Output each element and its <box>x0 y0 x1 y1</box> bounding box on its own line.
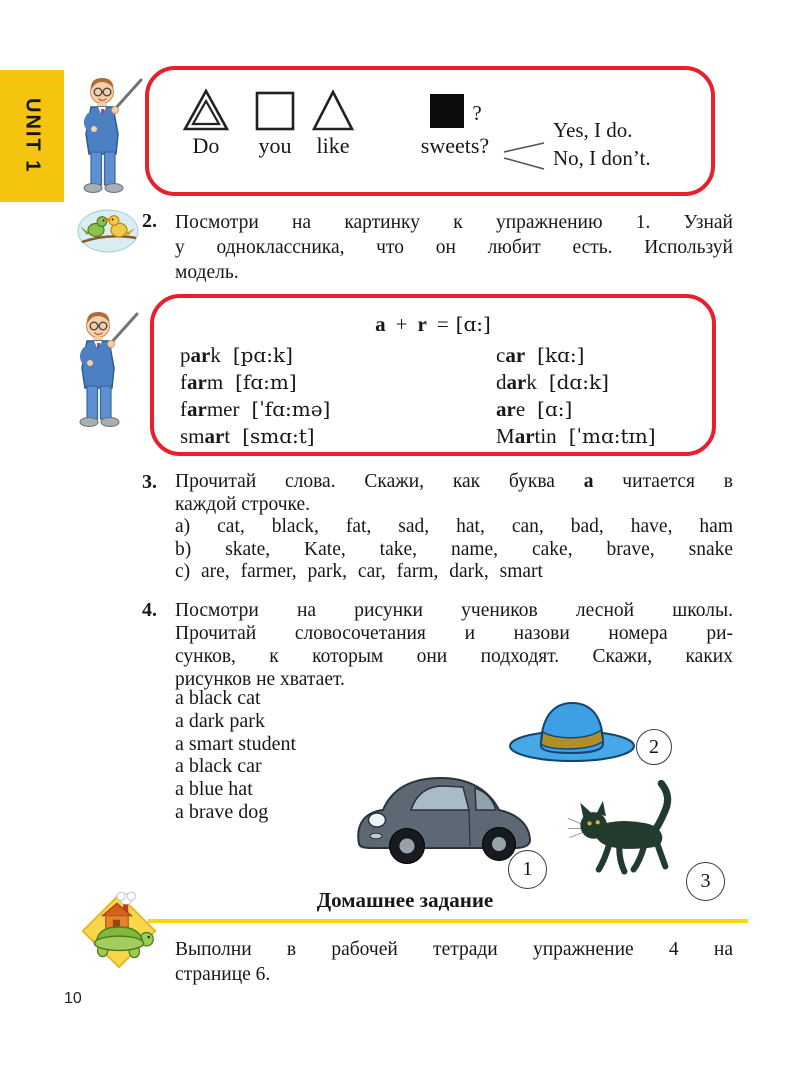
phrase: a blue hat <box>175 778 253 801</box>
word-list-b: b) skate, Kate, take, name, cake, brave, snake <box>175 538 734 560</box>
picture-number-1: 1 <box>508 850 547 889</box>
exercise2-text <box>175 210 733 285</box>
text-line: Выполни в рабочей тетради упражнение 4 на <box>175 939 733 960</box>
text-line: у одноклассника, что он любит есть. Используй <box>175 237 733 258</box>
picture-number-3: 3 <box>686 862 725 901</box>
text-line: странице 6. <box>175 963 271 985</box>
teacher-pointer-icon <box>62 306 142 431</box>
word-row: are [ɑ:] <box>496 397 573 421</box>
phrase: a black cat <box>175 687 261 709</box>
homework-text <box>175 938 733 987</box>
phrase: a dark park <box>175 709 265 732</box>
word-list-c: c) are, farmer, park, car, farm, dark, smart <box>175 561 543 582</box>
word-row: farm [fɑ:m] <box>180 370 297 394</box>
text-line: модель. <box>175 262 239 283</box>
word-row: Martin [ˈmɑ:tɪn] <box>496 424 656 448</box>
square-icon <box>245 86 305 132</box>
exercise4-text <box>175 599 733 691</box>
word-list-a: a) cat, black, fat, sad, hat, can, bad, have, ham <box>175 516 734 537</box>
answer-no: No, I don’t. <box>553 146 651 170</box>
phrase-list <box>175 687 296 824</box>
model-item-sweets <box>399 86 511 158</box>
exercise2-number: 2. <box>142 210 157 232</box>
answer-yes: Yes, I do. <box>553 118 633 142</box>
text-line: Прочитай словосочетания и назови номера ри- <box>175 623 733 644</box>
word-row: park [pɑ:k] <box>180 343 293 367</box>
word-column-left <box>180 342 330 450</box>
model-item-do <box>175 86 237 158</box>
text-line: рисунков не хватает. <box>175 669 345 690</box>
model-word: sweets? <box>420 133 490 158</box>
model-word: you <box>258 133 292 158</box>
word-row: dark [dɑ:k] <box>496 370 609 394</box>
homework-title: Домашнее задание <box>316 888 494 912</box>
teacher-pointer-icon <box>66 72 146 197</box>
model-word: Do <box>192 133 220 158</box>
sound-rule-box <box>150 294 716 456</box>
picture-number-2: 2 <box>636 729 672 765</box>
model-item-you <box>245 86 305 158</box>
exercise4-number: 4. <box>142 599 157 621</box>
exercise3-text <box>175 471 733 584</box>
phrase: a brave dog <box>175 800 269 823</box>
word-row: smart [smɑ:t] <box>180 424 315 448</box>
page-number: 10 <box>64 990 82 1007</box>
nested-triangle-icon <box>175 86 237 132</box>
model-item-like <box>303 86 363 158</box>
word-column-right <box>496 342 656 450</box>
text-line: Посмотри на рисунки учеников лесной школы. <box>175 600 733 621</box>
word-row: car [kɑ:] <box>496 343 585 367</box>
unit-tab <box>0 70 64 202</box>
text-line: Прочитай слова. Скажи, как буква a читается в <box>175 471 733 492</box>
phrase: a black car <box>175 755 262 778</box>
text-line: каждой строчке. <box>175 493 311 515</box>
question-mark: ? <box>472 101 482 125</box>
phrase: a smart student <box>175 732 297 755</box>
model-word: like <box>316 133 350 158</box>
exercise3-number: 3. <box>142 471 157 493</box>
branch-lines-icon <box>501 138 547 179</box>
sound-rule: a + r = [ɑ:] <box>375 312 491 336</box>
unit-tab-label: UNIT 1 <box>21 98 44 174</box>
text-line: Посмотри на картинку к упражнению 1. Узнай <box>175 212 733 233</box>
filled-square-icon <box>428 88 466 132</box>
birds-icon <box>76 204 140 261</box>
model-answers <box>553 116 651 172</box>
cat-illustration <box>566 775 694 888</box>
homework-divider <box>148 919 748 923</box>
text-line: сунков, к которым они подходят. Скажи, каких <box>175 646 733 667</box>
triangle-icon <box>303 86 363 132</box>
car-illustration <box>348 760 540 871</box>
word-row: farmer [ˈfɑ:mə] <box>180 397 331 421</box>
hat-illustration <box>505 696 640 769</box>
model-box <box>145 66 715 196</box>
